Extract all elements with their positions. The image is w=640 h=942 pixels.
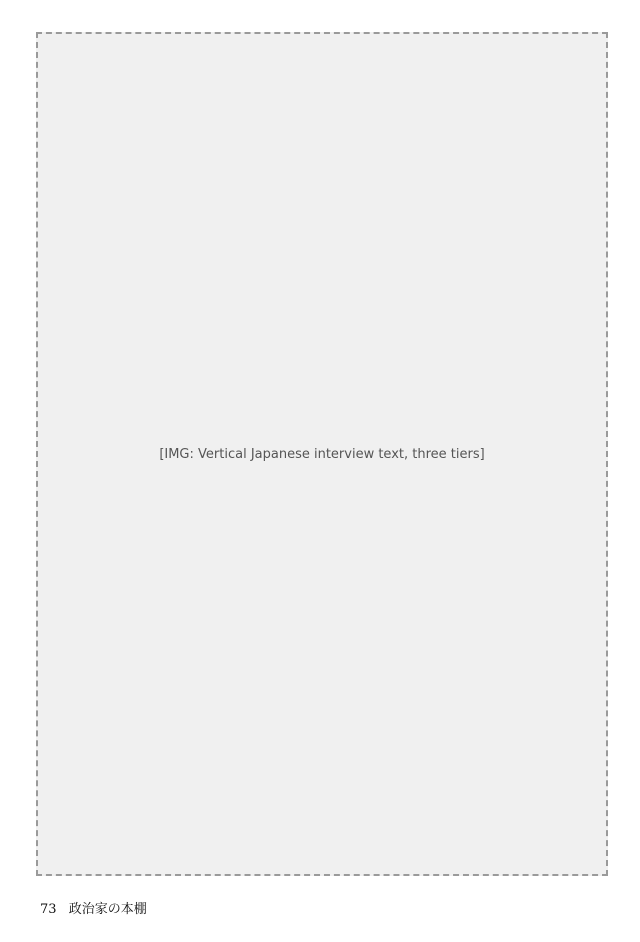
text-block-image-placeholder: [IMG: Vertical Japanese interview text, three tiers] — [36, 32, 608, 876]
running-title: 政治家の本棚 — [68, 902, 147, 917]
page-footer — [40, 898, 147, 917]
page-number: 73 — [40, 902, 57, 917]
